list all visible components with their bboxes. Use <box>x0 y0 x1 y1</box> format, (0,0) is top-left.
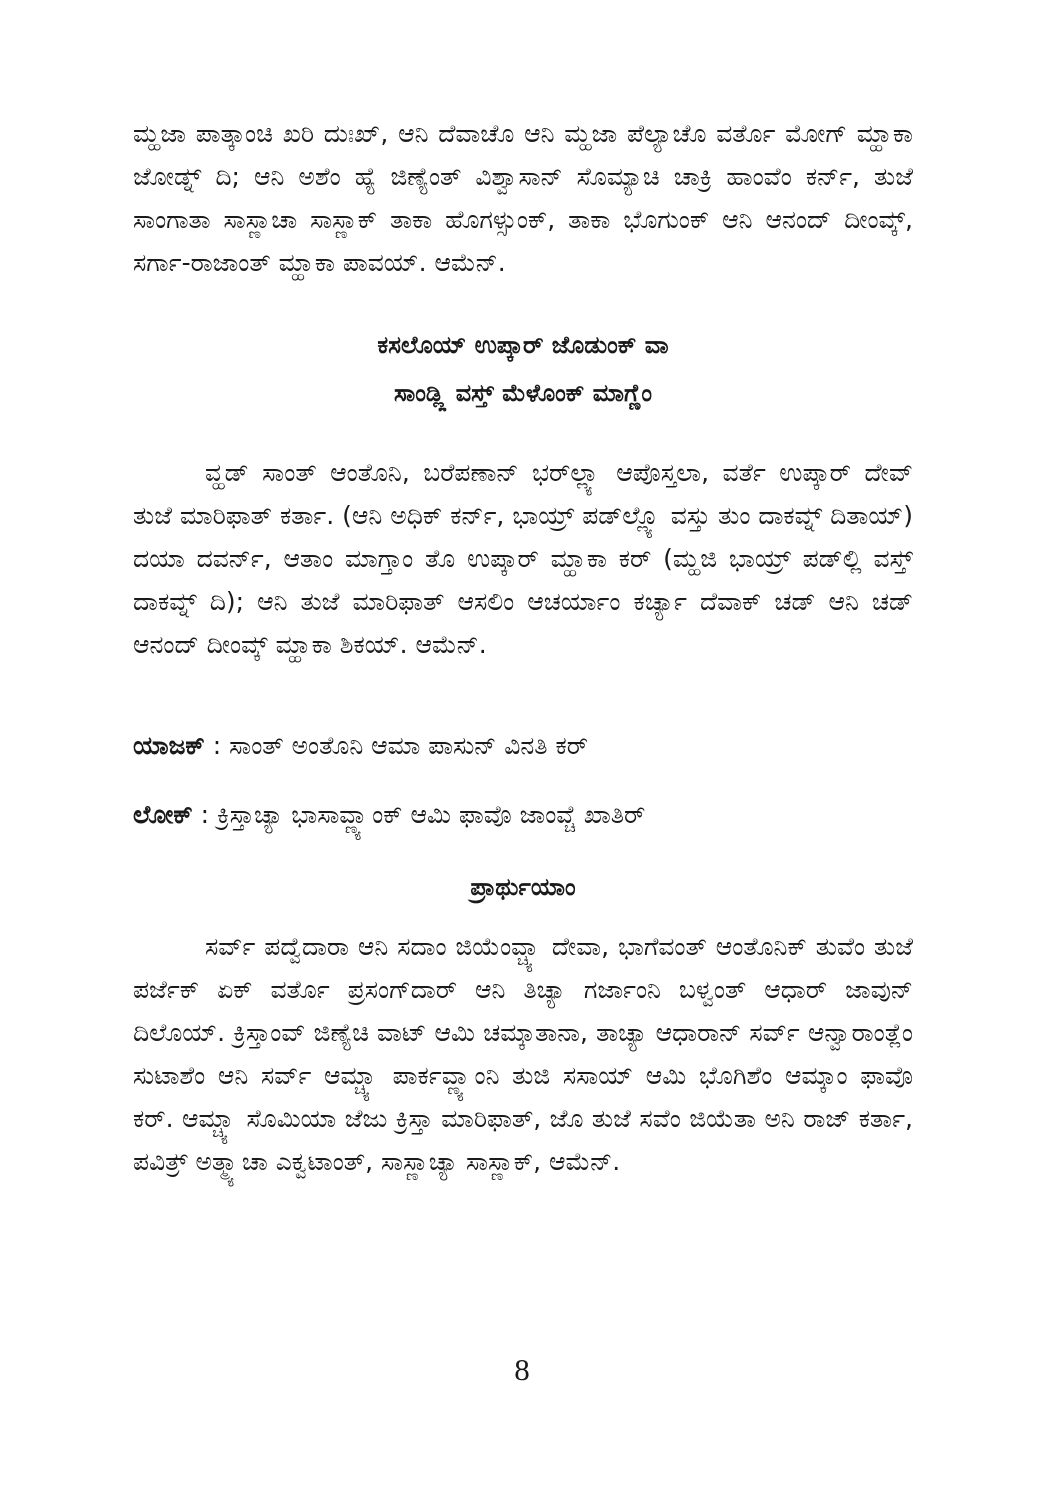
intro-paragraph: ಮ್ಹಜಾ ಪಾತ್ಕಾಂಚಿ ಖರಿ ದುಃಖ್, ಆನಿ ದೆವಾಚೊ ಆನಿ ಮ್ಹಜಾ ಪೆಲ್ಯಾಚೊ ವರ್ತೊ ಮೋಗ್ ಮ್ಹಾಕಾ ಜೋಡ್ನ್ ದಿ; ಆನಿ ಅಶೆಂ ಹ್ಯೆ ಜಿಣ್ಯೆಂತ್ ವಿಶ್ವಾಸಾನ್ ಸೊಮ್ಯಾಚಿ ಚಾಕ್ರಿ ಹಾಂವೆಂ ಕರ್ನ್, ತುಜೆ ಸಾಂಗಾತಾ ಸಾಸ್ಣಾಚಾ ಸಾಸ್ಣಾಕ್ ತಾಕಾ ಹೊಗಳ್ಸುಂಕ್, ತಾಕಾ ಭೊಗುಂಕ್ ಆನಿ ಆನಂದ್ ದೀಂವ್ಕ್, ಸರ್ಗಾ-ರಾಜಾಂತ್ ಮ್ಹಾಕಾ ಪಾವಯ್. ಆಮೆನ್. <box>133 119 913 277</box>
page-content <box>133 112 913 1183</box>
response-line-priest <box>133 724 913 767</box>
section-heading <box>133 324 913 415</box>
prayer-heading: ಪ್ರಾರ್ಥುಯಾಂ <box>470 873 576 901</box>
section-heading-line-1: ಕಸಲೊಯ್ ಉಪ್ಕಾರ್ ಜೊಡುಂಕ್ ವಾ <box>377 331 669 359</box>
response-text-people: ಕ್ರಿಸ್ತಾಚ್ಯಾ ಭಾಸಾವ್ಣ್ಯಾಂಕ್ ಆಮಿ ಫಾವೊ ಜಾಂವ್ಚೆ ಖಾತಿರ್ <box>217 800 646 829</box>
response-line-people <box>133 793 913 836</box>
prayer-paragraph: ಸರ್ವ್ ಪದ್ವೆದಾರಾ ಆನಿ ಸದಾಂ ಜಿಯೆಂವ್ಚ್ಯಾ ದೇವಾ, ಭಾಗೆವಂತ್ ಆಂತೊನಿಕ್ ತುವೆಂ ತುಜೆ ಪರ್ಜೆಕ್ ಏಕ್ ವರ್ತೊ ಪ್ರಸಂಗ್‌ದಾರ್ ಆನಿ ತಿಚ್ಯಾ ಗರ್ಜಾಂನಿ ಬಳ್ವಂತ್ ಆಧಾರ್ ಜಾವುನ್ ದಿಲೊಯ್. ಕ್ರಿಸ್ತಾಂವ್ ಜಿಣ್ಯೆಚಿ ವಾಟ್ ಆಮಿ ಚಮ್ಕಾತಾನಾ, ತಾಚ್ಯಾ ಆಧಾರಾನ್ ಸರ್ವ್ ಆನ್ವಾರಾಂತ್ಲೆಂ ಸುಟಾಶೆಂ ಆನಿ ಸರ್ವ್ ಆಮ್ಚ್ಯಾ ಪಾರ್ಕವ್ಣ್ಯಾಂನಿ ತುಜಿ ಸಸಾಯ್ ಆಮಿ ಭೊಗಿಶೆಂ ಆಮ್ಕಾಂ ಫಾವೊ ಕರ್. ಆಮ್ಚ್ಯಾ ಸೊಮಿಯಾ ಜೆಜು ಕ್ರಿಸ್ತಾ ಮಾರಿಫಾತ್, ಜೊ ತುಜೆ ಸವೆಂ ಜಿಯೆತಾ ಅನಿ ರಾಜ್ ಕರ್ತಾ, ಪವಿತ್ರ್ ಅತ್ಮ್ಯಾಚಾ ಎಕ್ವಟಾಂತ್, ಸಾಸ್ಣಾಚ್ಯಾ ಸಾಸ್ಣಾಕ್, ಆಮೆನ್. <box>133 932 913 1176</box>
speaker-priest: ಯಾಜಕ್ <box>133 731 205 760</box>
speaker-people: ಲೋಕ್ <box>133 800 193 829</box>
page-number: 8 <box>514 1352 530 1387</box>
petition-paragraph: ವ್ಹಡ್ ಸಾಂತ್ ಆಂತೊನಿ, ಬರೆಪಣಾನ್ ಭರ್‌ಲ್ಲ್ಯಾ ಆಪೊಸ್ತಲಾ, ವರ್ತೆ ಉಪ್ಕಾರ್ ದೇವ್ ತುಜೆ ಮಾರಿಫಾತ್ ಕರ್ತಾ. (ಆನಿ ಅಧಿಕ್ ಕರ್ನ್, ಭಾಯ್ರ್ ಪಡ್‌ಲ್ಲ್ಯೊ ವಸ್ತು ತುಂ ದಾಕವ್ನ್ ದಿತಾಯ್) ದಯಾ ದವರ್ನ್, ಆತಾಂ ಮಾಗ್ತಾಂ ತೊ ಉಪ್ಕಾರ್ ಮ್ಹಾಕಾ ಕರ್ (ಮ್ಹಜಿ ಭಾಯ್ರ್ ಪಡ್‌ಲ್ಲಿ ವಸ್ತ್ ದಾಕವ್ನ್ ದಿ); ಆನಿ ತುಜೆ ಮಾರಿಫಾತ್ ಆಸಲಿಂ ಆಚರ್ಯಾಂ ಕರ್ಚ್ಯಾ ದೆವಾಕ್ ಚಡ್ ಆನಿ ಚಡ್ ಆನಂದ್ ದೀಂವ್ಕ್ ಮ್ಹಾಕಾ ಶಿಕಯ್. ಆಮೆನ್. <box>133 458 913 659</box>
response-separator: : <box>204 731 230 760</box>
section-heading-line-2: ಸಾಂಡ್ಲ್ಲಿ ವಸ್ತ್ ಮೆಳೊಂಕ್ ಮಾಗ್ಣೆಂ <box>393 379 652 407</box>
response-text-priest: ಸಾಂತ್ ಅಂತೊನಿ ಆಮಾ ಪಾಸುನ್ ವಿನತಿ ಕರ್ <box>229 731 589 760</box>
response-separator: : <box>192 800 218 829</box>
